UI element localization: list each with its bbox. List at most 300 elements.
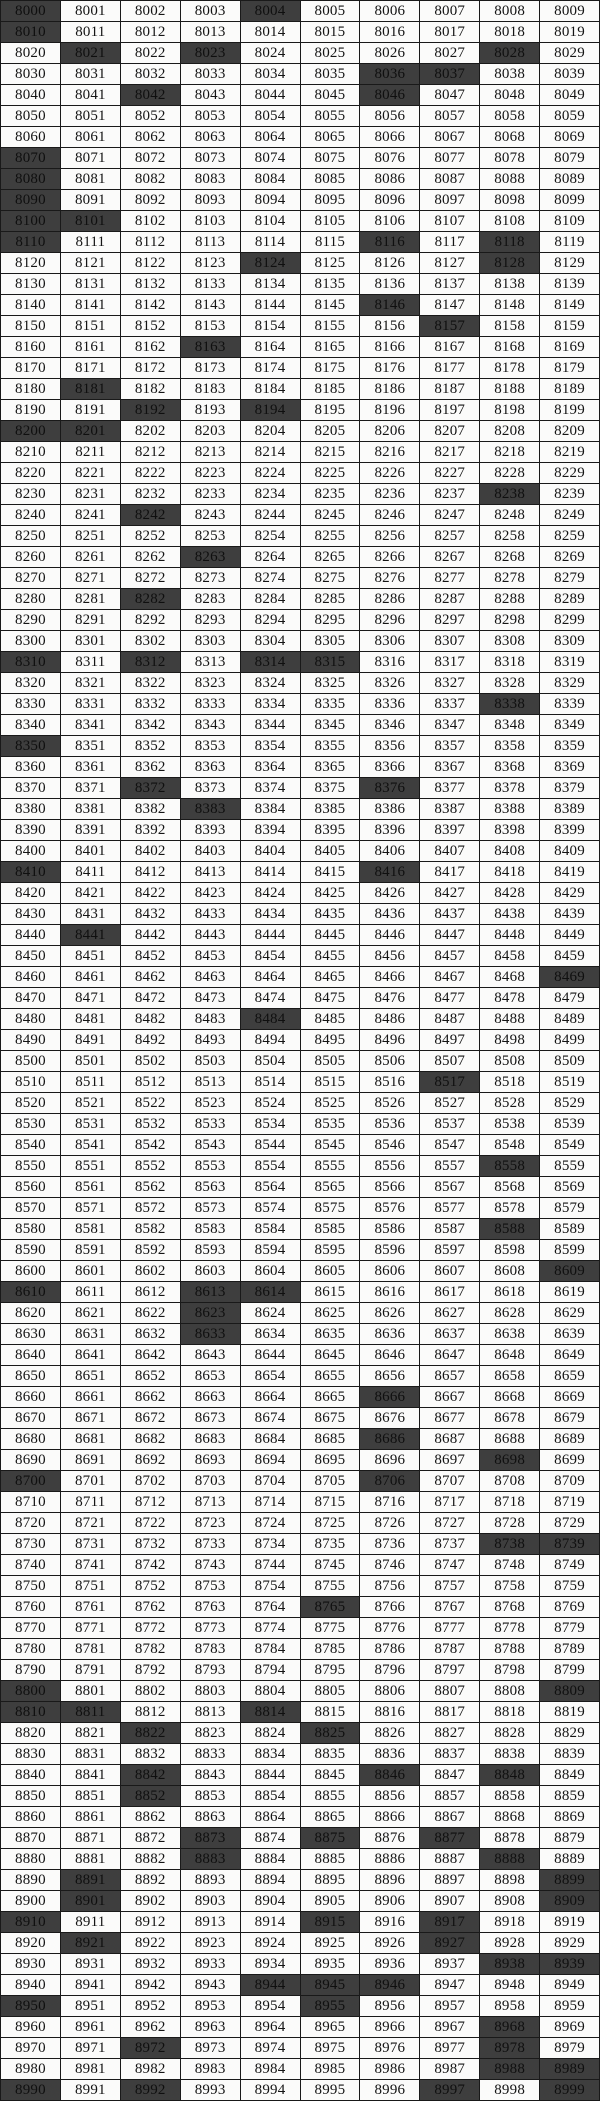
grid-cell: 8210 (1, 442, 60, 462)
grid-cell: 8280 (1, 589, 60, 609)
grid-cell: 8936 (360, 1954, 419, 1974)
grid-cell: 8188 (480, 379, 539, 399)
grid-cell: 8342 (121, 715, 180, 735)
grid-cell: 8120 (1, 253, 60, 273)
grid-cell: 8382 (121, 799, 180, 819)
grid-cell: 8177 (420, 358, 479, 378)
grid-cell: 8674 (241, 1408, 300, 1428)
grid-cell: 8816 (360, 1702, 419, 1722)
grid-cell-highlighted: 8950 (1, 1996, 60, 2016)
grid-cell-highlighted: 8997 (420, 2080, 479, 2100)
grid-cell: 8546 (360, 1135, 419, 1155)
grid-cell: 8347 (420, 715, 479, 735)
grid-cell: 8958 (480, 1996, 539, 2016)
grid-cell: 8776 (360, 1618, 419, 1638)
grid-cell-highlighted: 8899 (540, 1870, 599, 1890)
grid-cell: 8733 (181, 1534, 240, 1554)
grid-cell: 8982 (121, 2059, 180, 2079)
grid-cell: 8224 (241, 463, 300, 483)
grid-cell: 8465 (301, 967, 360, 987)
grid-cell: 8260 (1, 547, 60, 567)
grid-cell: 8024 (241, 43, 300, 63)
grid-cell: 8874 (241, 1828, 300, 1848)
grid-cell: 8476 (360, 988, 419, 1008)
grid-cell: 8207 (420, 421, 479, 441)
grid-cell: 8621 (61, 1303, 120, 1323)
grid-cell: 8395 (301, 820, 360, 840)
grid-cell: 8165 (301, 337, 360, 357)
grid-cell-highlighted: 8124 (241, 253, 300, 273)
grid-cell: 8737 (420, 1534, 479, 1554)
grid-cell: 8611 (61, 1282, 120, 1302)
grid-cell-highlighted: 8315 (301, 652, 360, 672)
grid-cell-highlighted: 8955 (301, 1996, 360, 2016)
grid-cell: 8176 (360, 358, 419, 378)
grid-cell: 8996 (360, 2080, 419, 2100)
grid-cell: 8806 (360, 1681, 419, 1701)
grid-cell-highlighted: 8978 (480, 2038, 539, 2058)
grid-cell: 8174 (241, 358, 300, 378)
grid-cell: 8672 (121, 1408, 180, 1428)
grid-cell: 8579 (540, 1198, 599, 1218)
grid-cell: 8189 (540, 379, 599, 399)
grid-cell: 8487 (420, 1009, 479, 1029)
grid-cell: 8690 (1, 1450, 60, 1470)
grid-cell: 8981 (61, 2059, 120, 2079)
grid-cell: 8626 (360, 1303, 419, 1323)
grid-cell: 8365 (301, 757, 360, 777)
grid-cell: 8098 (480, 190, 539, 210)
grid-cell: 8030 (1, 64, 60, 84)
grid-cell: 8714 (241, 1492, 300, 1512)
grid-cell: 8773 (181, 1618, 240, 1638)
grid-cell: 8302 (121, 631, 180, 651)
grid-cell: 8274 (241, 568, 300, 588)
grid-cell: 8466 (360, 967, 419, 987)
grid-cell: 8324 (241, 673, 300, 693)
grid-cell: 8481 (61, 1009, 120, 1029)
grid-cell: 8473 (181, 988, 240, 1008)
grid-cell: 8812 (121, 1702, 180, 1722)
grid-cell: 8594 (241, 1240, 300, 1260)
grid-cell: 8867 (420, 1807, 479, 1827)
grid-cell: 8226 (360, 463, 419, 483)
grid-cell: 8058 (480, 106, 539, 126)
grid-cell: 8798 (480, 1660, 539, 1680)
grid-cell: 8234 (241, 484, 300, 504)
grid-cell: 8833 (181, 1744, 240, 1764)
grid-cell: 8656 (360, 1366, 419, 1386)
grid-cell: 8829 (540, 1723, 599, 1743)
grid-cell: 8125 (301, 253, 360, 273)
grid-cell: 8261 (61, 547, 120, 567)
grid-cell-highlighted: 8810 (1, 1702, 60, 1722)
grid-cell: 8353 (181, 736, 240, 756)
grid-cell: 8327 (420, 673, 479, 693)
grid-cell: 8912 (121, 1912, 180, 1932)
grid-cell: 8299 (540, 610, 599, 630)
grid-cell: 8398 (480, 820, 539, 840)
grid-cell: 8296 (360, 610, 419, 630)
grid-cell: 8894 (241, 1870, 300, 1890)
grid-cell: 8401 (61, 841, 120, 861)
grid-cell: 8777 (420, 1618, 479, 1638)
grid-cell: 8301 (61, 631, 120, 651)
grid-cell: 8345 (301, 715, 360, 735)
grid-cell: 8320 (1, 673, 60, 693)
grid-cell: 8902 (121, 1891, 180, 1911)
grid-cell: 8184 (241, 379, 300, 399)
grid-cell-highlighted: 8686 (360, 1429, 419, 1449)
grid-cell: 8995 (301, 2080, 360, 2100)
grid-cell: 8803 (181, 1681, 240, 1701)
grid-cell: 8082 (121, 169, 180, 189)
grid-cell: 8687 (420, 1429, 479, 1449)
grid-cell: 8554 (241, 1156, 300, 1176)
grid-cell: 8947 (420, 1975, 479, 1995)
grid-cell: 8384 (241, 799, 300, 819)
grid-cell: 8980 (1, 2059, 60, 2079)
grid-cell-highlighted: 8738 (480, 1534, 539, 1554)
grid-cell: 8162 (121, 337, 180, 357)
grid-cell: 8585 (301, 1219, 360, 1239)
grid-cell: 8445 (301, 925, 360, 945)
grid-cell: 8259 (540, 526, 599, 546)
grid-cell: 8562 (121, 1177, 180, 1197)
grid-cell: 8824 (241, 1723, 300, 1743)
grid-cell-highlighted: 8873 (181, 1828, 240, 1848)
grid-cell-highlighted: 8163 (181, 337, 240, 357)
grid-cell: 8134 (241, 274, 300, 294)
grid-cell: 8582 (121, 1219, 180, 1239)
grid-cell: 8791 (61, 1660, 120, 1680)
grid-cell: 8605 (301, 1261, 360, 1281)
grid-cell: 8454 (241, 946, 300, 966)
grid-cell: 8439 (540, 904, 599, 924)
grid-cell: 8309 (540, 631, 599, 651)
grid-cell: 8880 (1, 1849, 60, 1869)
grid-cell: 8262 (121, 547, 180, 567)
grid-cell: 8572 (121, 1198, 180, 1218)
grid-cell-highlighted: 8023 (181, 43, 240, 63)
grid-cell: 8480 (1, 1009, 60, 1029)
grid-cell: 8740 (1, 1555, 60, 1575)
grid-cell: 8967 (420, 2017, 479, 2037)
grid-cell-highlighted: 8888 (480, 1849, 539, 1869)
grid-cell: 8871 (61, 1828, 120, 1848)
grid-cell: 8424 (241, 883, 300, 903)
grid-cell: 8400 (1, 841, 60, 861)
grid-cell: 8735 (301, 1534, 360, 1554)
grid-cell: 8860 (1, 1807, 60, 1827)
grid-cell: 8598 (480, 1240, 539, 1260)
grid-cell: 8604 (241, 1261, 300, 1281)
grid-cell: 8838 (480, 1744, 539, 1764)
grid-cell: 8337 (420, 694, 479, 714)
grid-cell: 8132 (121, 274, 180, 294)
grid-cell: 8008 (480, 1, 539, 21)
grid-cell: 8535 (301, 1114, 360, 1134)
grid-cell: 8657 (420, 1366, 479, 1386)
grid-cell: 8443 (181, 925, 240, 945)
grid-cell: 8757 (420, 1576, 479, 1596)
grid-cell: 8044 (241, 85, 300, 105)
grid-cell: 8056 (360, 106, 419, 126)
grid-cell: 8148 (480, 295, 539, 315)
grid-cell-highlighted: 8192 (121, 400, 180, 420)
grid-cell: 8934 (241, 1954, 300, 1974)
grid-cell: 8650 (1, 1366, 60, 1386)
grid-cell: 8783 (181, 1639, 240, 1659)
grid-cell: 8821 (61, 1723, 120, 1743)
grid-cell: 8965 (301, 2017, 360, 2037)
grid-cell: 8427 (420, 883, 479, 903)
grid-cell: 8211 (61, 442, 120, 462)
grid-cell: 8014 (241, 22, 300, 42)
grid-cell-highlighted: 8609 (540, 1261, 599, 1281)
grid-cell: 8774 (241, 1618, 300, 1638)
grid-cell: 8951 (61, 1996, 120, 2016)
grid-cell: 8020 (1, 43, 60, 63)
grid-cell: 8334 (241, 694, 300, 714)
grid-cell-highlighted: 8809 (540, 1681, 599, 1701)
grid-cell: 8794 (241, 1660, 300, 1680)
grid-cell: 8785 (301, 1639, 360, 1659)
grid-cell: 8063 (181, 127, 240, 147)
grid-cell: 8911 (61, 1912, 120, 1932)
grid-cell-highlighted: 8927 (420, 1933, 479, 1953)
grid-cell: 8112 (121, 232, 180, 252)
grid-cell: 8641 (61, 1345, 120, 1365)
grid-cell: 8298 (480, 610, 539, 630)
grid-cell: 8113 (181, 232, 240, 252)
grid-cell: 8596 (360, 1240, 419, 1260)
grid-cell: 8220 (1, 463, 60, 483)
grid-cell-highlighted: 8901 (61, 1891, 120, 1911)
grid-cell: 8026 (360, 43, 419, 63)
grid-cell: 8131 (61, 274, 120, 294)
grid-cell: 8868 (480, 1807, 539, 1827)
grid-cell: 8969 (540, 2017, 599, 2037)
grid-cell-highlighted: 8046 (360, 85, 419, 105)
grid-cell-highlighted: 8910 (1, 1912, 60, 1932)
grid-cell: 8478 (480, 988, 539, 1008)
grid-cell: 8695 (301, 1450, 360, 1470)
grid-cell: 8241 (61, 505, 120, 525)
grid-cell: 8599 (540, 1240, 599, 1260)
grid-cell: 8236 (360, 484, 419, 504)
grid-cell: 8913 (181, 1912, 240, 1932)
grid-cell: 8094 (241, 190, 300, 210)
grid-cell-highlighted: 8201 (61, 421, 120, 441)
grid-cell: 8339 (540, 694, 599, 714)
grid-cell: 8251 (61, 526, 120, 546)
grid-cell: 8425 (301, 883, 360, 903)
grid-cell: 8433 (181, 904, 240, 924)
grid-cell: 8595 (301, 1240, 360, 1260)
grid-cell: 8231 (61, 484, 120, 504)
grid-cell: 8137 (420, 274, 479, 294)
grid-cell: 8831 (61, 1744, 120, 1764)
grid-cell: 8844 (241, 1765, 300, 1785)
grid-cell-highlighted: 8623 (181, 1303, 240, 1323)
grid-cell: 8479 (540, 988, 599, 1008)
grid-cell: 8212 (121, 442, 180, 462)
grid-cell: 8319 (540, 652, 599, 672)
grid-cell: 8142 (121, 295, 180, 315)
grid-cell: 8705 (301, 1471, 360, 1491)
grid-cell: 8608 (480, 1261, 539, 1281)
grid-cell: 8185 (301, 379, 360, 399)
grid-cell: 8249 (540, 505, 599, 525)
grid-cell: 8279 (540, 568, 599, 588)
grid-cell: 8078 (480, 148, 539, 168)
grid-cell: 8668 (480, 1387, 539, 1407)
grid-cell: 8417 (420, 862, 479, 882)
grid-cell: 8839 (540, 1744, 599, 1764)
grid-cell-highlighted: 8848 (480, 1765, 539, 1785)
grid-cell: 8574 (241, 1198, 300, 1218)
grid-cell: 8362 (121, 757, 180, 777)
grid-cell: 8845 (301, 1765, 360, 1785)
grid-cell: 8054 (241, 106, 300, 126)
grid-cell: 8379 (540, 778, 599, 798)
grid-cell: 8827 (420, 1723, 479, 1743)
grid-cell: 8349 (540, 715, 599, 735)
grid-cell: 8841 (61, 1765, 120, 1785)
grid-cell: 8494 (241, 1030, 300, 1050)
grid-cell: 8648 (480, 1345, 539, 1365)
grid-cell: 8430 (1, 904, 60, 924)
grid-cell: 8326 (360, 673, 419, 693)
grid-cell: 8288 (480, 589, 539, 609)
grid-cell: 8632 (121, 1324, 180, 1344)
grid-cell: 8447 (420, 925, 479, 945)
grid-cell: 8788 (480, 1639, 539, 1659)
grid-cell: 8869 (540, 1807, 599, 1827)
grid-cell: 8233 (181, 484, 240, 504)
grid-cell: 8178 (480, 358, 539, 378)
grid-cell: 8966 (360, 2017, 419, 2037)
grid-cell: 8180 (1, 379, 60, 399)
grid-cell: 8029 (540, 43, 599, 63)
grid-cell: 8363 (181, 757, 240, 777)
grid-cell: 8726 (360, 1513, 419, 1533)
grid-cell: 8213 (181, 442, 240, 462)
grid-cell: 8457 (420, 946, 479, 966)
grid-cell: 8075 (301, 148, 360, 168)
grid-cell: 8065 (301, 127, 360, 147)
grid-cell-highlighted: 8410 (1, 862, 60, 882)
grid-cell: 8697 (420, 1450, 479, 1470)
grid-cell: 8568 (480, 1177, 539, 1197)
grid-cell: 8091 (61, 190, 120, 210)
grid-cell: 8108 (480, 211, 539, 231)
grid-cell: 8393 (181, 820, 240, 840)
grid-cell: 8663 (181, 1387, 240, 1407)
grid-cell: 8129 (540, 253, 599, 273)
grid-cell-highlighted: 8194 (241, 400, 300, 420)
grid-cell: 8552 (121, 1156, 180, 1176)
grid-cell-highlighted: 8842 (121, 1765, 180, 1785)
grid-cell: 8186 (360, 379, 419, 399)
grid-cell: 8089 (540, 169, 599, 189)
grid-cell-highlighted: 8100 (1, 211, 60, 231)
grid-cell: 8694 (241, 1450, 300, 1470)
grid-cell-highlighted: 8376 (360, 778, 419, 798)
grid-cell: 8175 (301, 358, 360, 378)
grid-cell: 8602 (121, 1261, 180, 1281)
grid-cell: 8573 (181, 1198, 240, 1218)
grid-cell: 8586 (360, 1219, 419, 1239)
grid-cell-highlighted: 8800 (1, 1681, 60, 1701)
grid-cell: 8732 (121, 1534, 180, 1554)
grid-cell: 8354 (241, 736, 300, 756)
grid-cell-highlighted: 8157 (420, 316, 479, 336)
grid-cell: 8269 (540, 547, 599, 567)
grid-cell: 8018 (480, 22, 539, 42)
grid-cell: 8387 (420, 799, 479, 819)
grid-cell-highlighted: 8101 (61, 211, 120, 231)
grid-cell: 8356 (360, 736, 419, 756)
grid-cell: 8477 (420, 988, 479, 1008)
grid-cell: 8949 (540, 1975, 599, 1995)
grid-cell: 8287 (420, 589, 479, 609)
grid-cell: 8232 (121, 484, 180, 504)
grid-cell-highlighted: 8181 (61, 379, 120, 399)
grid-cell: 8106 (360, 211, 419, 231)
grid-cell: 8154 (241, 316, 300, 336)
grid-cell: 8022 (121, 43, 180, 63)
grid-cell: 8179 (540, 358, 599, 378)
grid-cell: 8303 (181, 631, 240, 651)
grid-cell: 8761 (61, 1597, 120, 1617)
grid-cell: 8193 (181, 400, 240, 420)
grid-cell: 8637 (420, 1324, 479, 1344)
grid-cell: 8060 (1, 127, 60, 147)
grid-cell: 8519 (540, 1072, 599, 1092)
grid-cell: 8879 (540, 1828, 599, 1848)
grid-cell: 8629 (540, 1303, 599, 1323)
grid-cell: 8277 (420, 568, 479, 588)
grid-cell: 8547 (420, 1135, 479, 1155)
grid-cell-highlighted: 8036 (360, 64, 419, 84)
grid-cell: 8578 (480, 1198, 539, 1218)
grid-cell: 8461 (61, 967, 120, 987)
grid-cell: 8053 (181, 106, 240, 126)
grid-cell: 8096 (360, 190, 419, 210)
grid-cell: 8522 (121, 1093, 180, 1113)
grid-cell: 8470 (1, 988, 60, 1008)
grid-cell: 8278 (480, 568, 539, 588)
grid-cell: 8853 (181, 1786, 240, 1806)
grid-cell: 8404 (241, 841, 300, 861)
grid-cell: 8523 (181, 1093, 240, 1113)
grid-cell: 8851 (61, 1786, 120, 1806)
grid-cell: 8145 (301, 295, 360, 315)
grid-cell: 8653 (181, 1366, 240, 1386)
grid-cell-highlighted: 8915 (301, 1912, 360, 1932)
grid-cell: 8548 (480, 1135, 539, 1155)
grid-cell: 8918 (480, 1912, 539, 1932)
grid-cell: 8329 (540, 673, 599, 693)
grid-cell: 8973 (181, 2038, 240, 2058)
grid-cell: 8202 (121, 421, 180, 441)
grid-cell: 8964 (241, 2017, 300, 2037)
grid-cell: 8887 (420, 1849, 479, 1869)
grid-cell: 8170 (1, 358, 60, 378)
grid-cell: 8764 (241, 1597, 300, 1617)
